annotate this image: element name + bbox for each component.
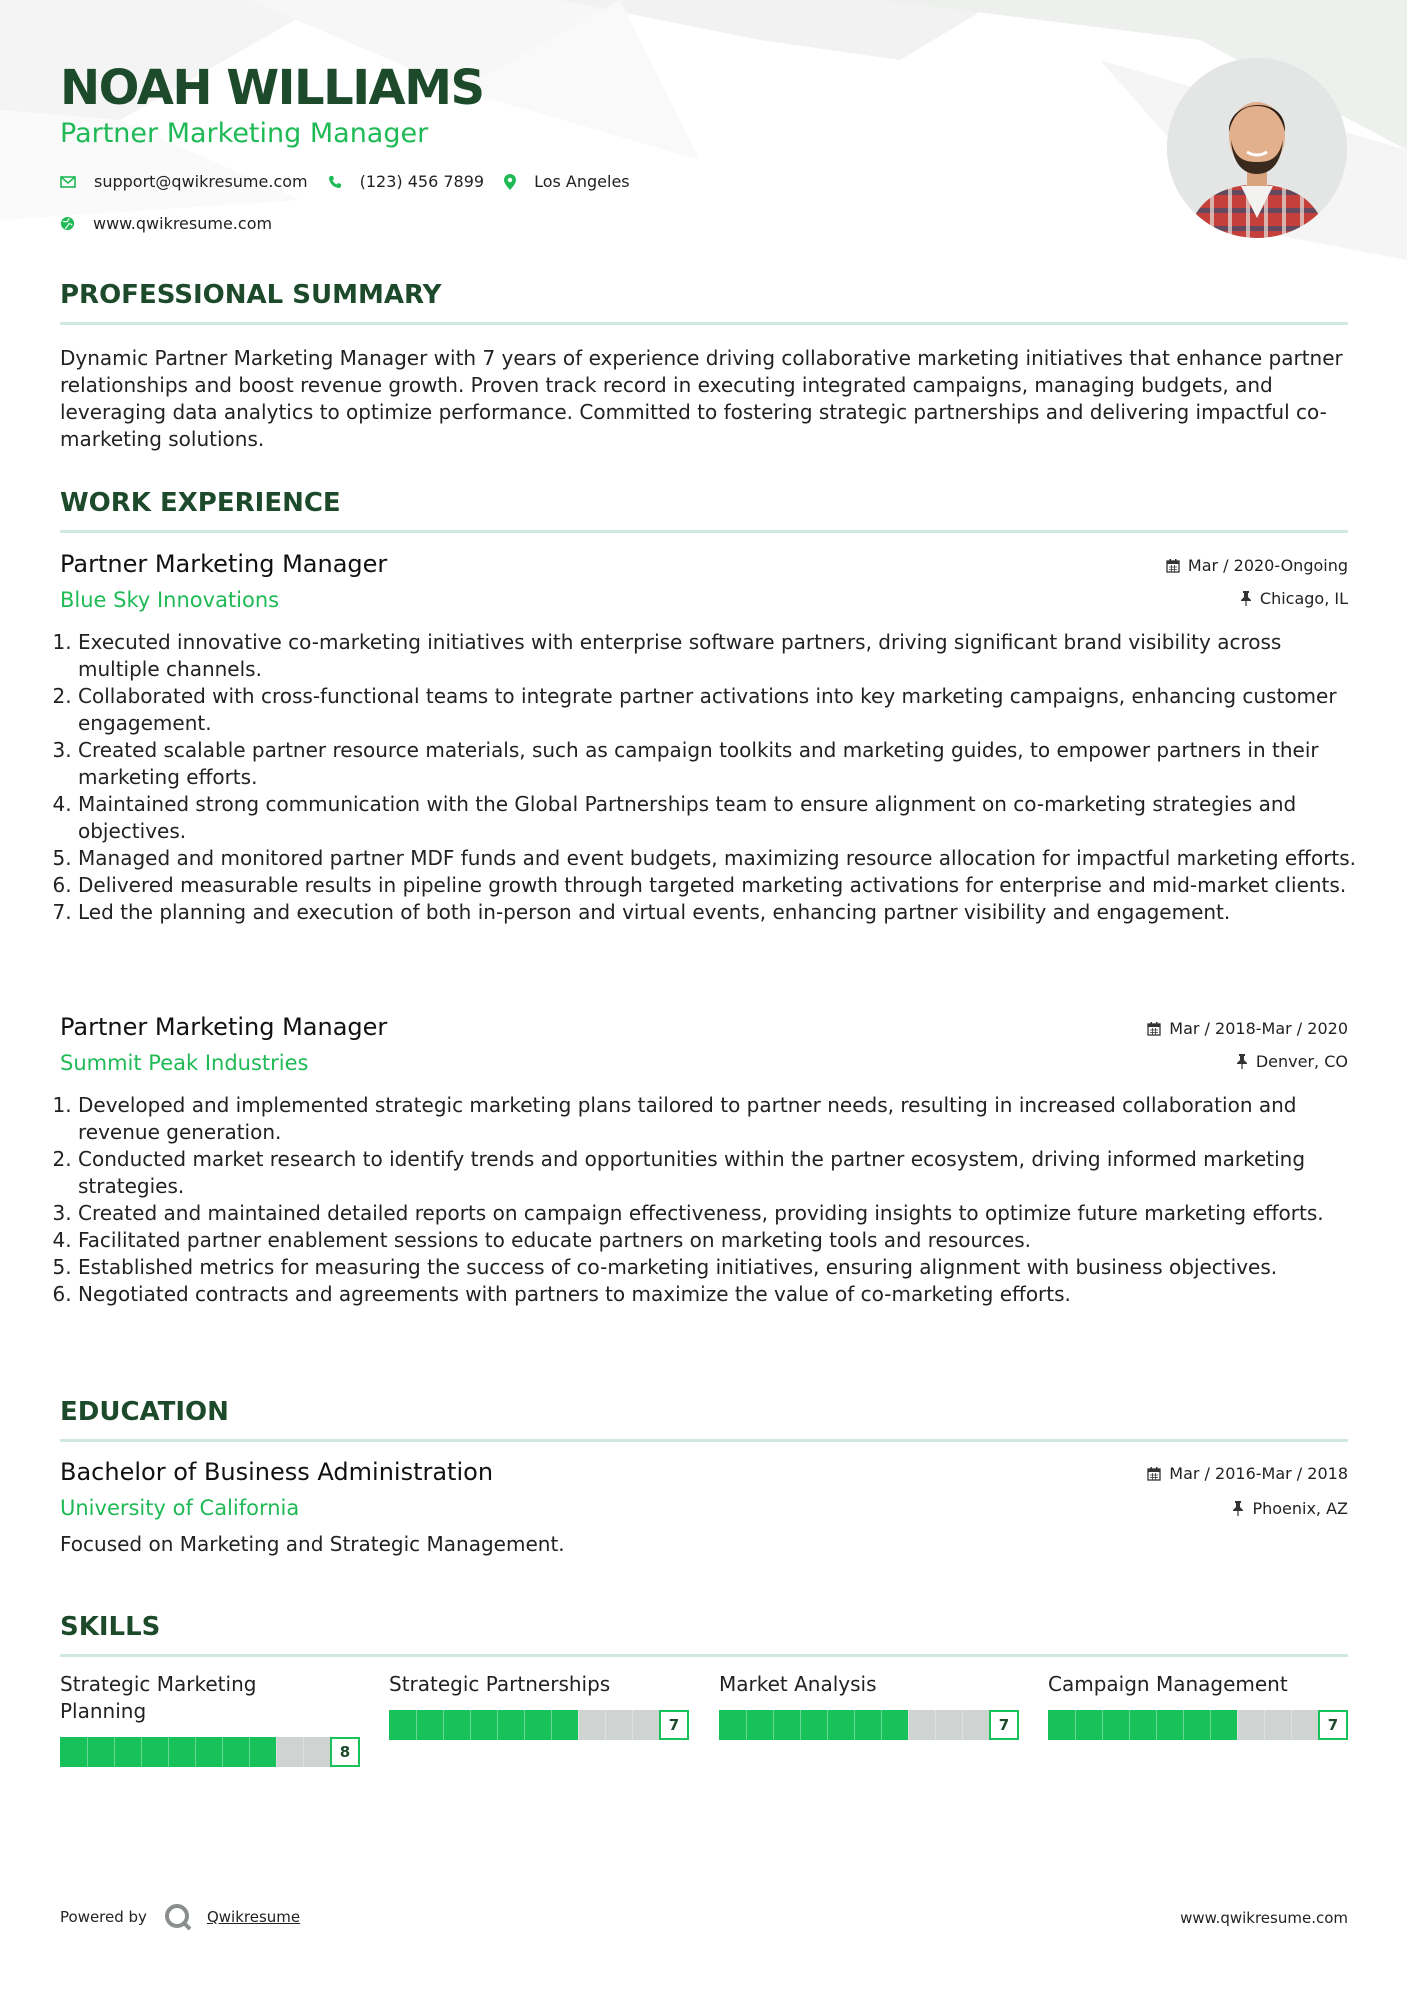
list-item: 1. Developed and implemented strategic marketing plans tailored to partner needs, resulting in increased collaboration and revenue generation. xyxy=(78,1092,1366,1146)
skill-meter-segment xyxy=(605,1710,606,1740)
job-date-text: Mar / 2020-Ongoing xyxy=(1187,556,1348,575)
education-description: Focused on Marketing and Strategic Management. xyxy=(60,1532,565,1556)
contact-website[interactable] xyxy=(60,214,272,233)
skill-meter-segment xyxy=(470,1710,471,1740)
pushpin-icon xyxy=(1236,1054,1248,1069)
summary-section xyxy=(60,278,1348,453)
list-item: 1. Executed innovative co-marketing initiatives with enterprise software partners, driving significant brand visibility across multiple channels. xyxy=(78,629,1366,683)
list-item: 6. Delivered measurable results in pipeline growth through targeted marketing activations for enterprise and mid-market clients. xyxy=(78,872,1366,899)
job-location-text: Denver, CO xyxy=(1255,1052,1348,1071)
skill-meter-segment xyxy=(416,1710,417,1740)
qwikresume-link[interactable]: Qwikresume xyxy=(206,1908,301,1926)
pushpin-icon xyxy=(1232,1501,1244,1516)
contact-location xyxy=(504,172,630,191)
calendar-icon xyxy=(1147,1467,1161,1481)
skill-meter-segment xyxy=(1183,1710,1184,1740)
skill-meter-segment xyxy=(497,1710,498,1740)
candidate-title: Partner Marketing Manager xyxy=(60,118,429,149)
profile-photo xyxy=(1167,58,1347,238)
list-item: 3. Created and maintained detailed reports on campaign effectiveness, providing insights to optimize future marketing efforts. xyxy=(78,1200,1366,1227)
skill-meter xyxy=(389,1710,689,1740)
skill-meter-segment xyxy=(935,1710,936,1740)
job-location xyxy=(1236,1052,1348,1071)
skill-item xyxy=(719,1671,1019,1734)
calendar-icon xyxy=(1147,1022,1161,1036)
education-date xyxy=(1147,1464,1348,1483)
location-text: Los Angeles xyxy=(534,172,630,191)
education-date-text: Mar / 2016-Mar / 2018 xyxy=(1169,1464,1348,1483)
skill-meter-segment xyxy=(114,1737,115,1767)
phone-text: (123) 456 7899 xyxy=(359,172,485,191)
job-location-text: Chicago, IL xyxy=(1259,589,1348,608)
pushpin-icon xyxy=(1240,591,1252,606)
summary-heading: PROFESSIONAL SUMMARY xyxy=(60,280,442,310)
degree-title: Bachelor of Business Administration xyxy=(60,1458,494,1486)
skill-meter-segment xyxy=(303,1737,304,1767)
skill-meter-segment xyxy=(800,1710,801,1740)
list-item: 5. Established metrics for measuring the success of co-marketing initiatives, ensuring alignment with business objectives. xyxy=(78,1254,1366,1281)
list-item: 3. Created scalable partner resource materials, such as campaign toolkits and marketing guides, to empower partners in their marketing efforts. xyxy=(78,737,1366,791)
envelope-icon xyxy=(60,176,76,188)
job-company: Summit Peak Industries xyxy=(60,1051,309,1075)
list-item: 2. Collaborated with cross-functional teams to integrate partner activations into key marketing campaigns, enhancing customer engagement. xyxy=(78,683,1366,737)
skill-meter-segment xyxy=(881,1710,882,1740)
skill-meter-fill xyxy=(1048,1710,1237,1740)
job-date xyxy=(1147,1019,1348,1038)
skill-name: Strategic Partnerships xyxy=(389,1672,611,1696)
education-location-text: Phoenix, AZ xyxy=(1252,1499,1348,1518)
skill-meter-segment xyxy=(854,1710,855,1740)
job-company: Blue Sky Innovations xyxy=(60,588,280,612)
email-text: support@qwikresume.com xyxy=(94,172,308,191)
list-item: 2. Conducted market research to identify trends and opportunities within the partner ecosystem, driving informed marketing strategies. xyxy=(78,1146,1366,1200)
skill-meter-segment xyxy=(87,1737,88,1767)
section-divider xyxy=(60,1439,1348,1442)
skill-meter xyxy=(60,1737,360,1767)
powered-by xyxy=(60,1900,300,1934)
skill-name: Campaign Management xyxy=(1048,1672,1288,1696)
skill-meter-segment xyxy=(962,1710,963,1740)
skill-meter-segment xyxy=(1264,1710,1265,1740)
job-title: Partner Marketing Manager xyxy=(60,550,388,578)
education-heading: EDUCATION xyxy=(60,1397,229,1427)
skill-meter-segment xyxy=(276,1737,277,1767)
map-pin-icon xyxy=(504,174,516,190)
skill-meter-segment xyxy=(1156,1710,1157,1740)
job-bullets xyxy=(60,629,1366,926)
phone-icon xyxy=(328,175,342,189)
skills-section xyxy=(60,1610,1348,1657)
list-item: 5. Managed and monitored partner MDF funds and event budgets, maximizing resource allocation for impactful marketing efforts. xyxy=(78,845,1366,872)
skill-score: 7 xyxy=(989,1710,1019,1740)
contact-email[interactable] xyxy=(60,172,308,191)
list-item: 7. Led the planning and execution of both in-person and virtual events, enhancing partner visibility and engagement. xyxy=(78,899,1366,926)
contact-row-primary xyxy=(60,172,650,191)
skill-meter xyxy=(1048,1710,1348,1740)
skill-name: Market Analysis xyxy=(719,1672,877,1696)
list-item: 4. Maintained strong communication with the Global Partnerships team to ensure alignment on co-marketing strategies and objectives. xyxy=(78,791,1366,845)
contact-phone[interactable] xyxy=(328,172,484,191)
school-name: University of California xyxy=(60,1496,300,1520)
skill-meter-segment xyxy=(1291,1710,1292,1740)
experience-section xyxy=(60,486,1348,533)
skill-score: 7 xyxy=(659,1710,689,1740)
skill-score: 7 xyxy=(1318,1710,1348,1740)
qwikresume-logo-icon xyxy=(163,1902,193,1932)
skill-meter-segment xyxy=(141,1737,142,1767)
skill-meter-segment xyxy=(222,1737,223,1767)
skill-meter-segment xyxy=(632,1710,633,1740)
footer-url[interactable]: www.qwikresume.com xyxy=(1180,1909,1348,1927)
skill-meter-segment xyxy=(443,1710,444,1740)
skills-heading: SKILLS xyxy=(60,1612,161,1642)
education-location xyxy=(1232,1499,1348,1518)
skill-meter-segment xyxy=(168,1737,169,1767)
globe-icon xyxy=(60,216,75,231)
skill-meter-segment xyxy=(1102,1710,1103,1740)
list-item: 6. Negotiated contracts and agreements with partners to maximize the value of co-marketing efforts. xyxy=(78,1281,1366,1308)
list-item: 4. Facilitated partner enablement sessions to educate partners on marketing tools and resources. xyxy=(78,1227,1366,1254)
profile-photo-illustration xyxy=(1167,58,1347,238)
skill-meter-segment xyxy=(746,1710,747,1740)
skill-meter-segment xyxy=(578,1710,579,1740)
calendar-icon xyxy=(1166,559,1180,573)
experience-heading: WORK EXPERIENCE xyxy=(60,488,341,518)
skill-meter-segment xyxy=(195,1737,196,1767)
contact-row-secondary xyxy=(60,214,292,233)
skill-item xyxy=(389,1671,689,1734)
skill-meter xyxy=(719,1710,1019,1740)
skill-meter-segment xyxy=(551,1710,552,1740)
skill-item xyxy=(60,1671,360,1761)
skill-meter-fill xyxy=(389,1710,578,1740)
section-divider xyxy=(60,530,1348,533)
website-text: www.qwikresume.com xyxy=(93,214,273,233)
section-divider xyxy=(60,1654,1348,1657)
summary-text: Dynamic Partner Marketing Manager with 7 years of experience driving collaborative marketing initiatives that enhance partner relationships and boost revenue growth. Proven track record in executing integrated campaigns, managing budgets, and leveraging data analytics to optimize performance. Committed to fostering strategic partnerships and delivering impactful co-marketing solutions. xyxy=(60,346,1343,451)
skill-item xyxy=(1048,1671,1348,1734)
skill-meter-segment xyxy=(827,1710,828,1740)
powered-by-label: Powered by xyxy=(60,1908,147,1926)
skill-meter-segment xyxy=(524,1710,525,1740)
skill-meter-segment xyxy=(1129,1710,1130,1740)
skill-meter-segment xyxy=(908,1710,909,1740)
skill-score: 8 xyxy=(330,1737,360,1767)
skill-name: Strategic Marketing Planning xyxy=(60,1672,257,1723)
skill-meter-segment xyxy=(1237,1710,1238,1740)
job-title: Partner Marketing Manager xyxy=(60,1013,388,1041)
job-date xyxy=(1166,556,1348,575)
job-bullets xyxy=(60,1092,1366,1308)
education-section xyxy=(60,1395,1348,1442)
skill-meter-fill xyxy=(719,1710,908,1740)
skill-meter-segment xyxy=(1210,1710,1211,1740)
candidate-name: NOAH WILLIAMS xyxy=(60,60,484,116)
skill-meter-segment xyxy=(773,1710,774,1740)
section-divider xyxy=(60,322,1348,325)
job-date-text: Mar / 2018-Mar / 2020 xyxy=(1169,1019,1348,1038)
skill-meter-segment xyxy=(249,1737,250,1767)
skill-meter-segment xyxy=(1075,1710,1076,1740)
footer xyxy=(60,1900,1348,1934)
job-location xyxy=(1240,589,1348,608)
